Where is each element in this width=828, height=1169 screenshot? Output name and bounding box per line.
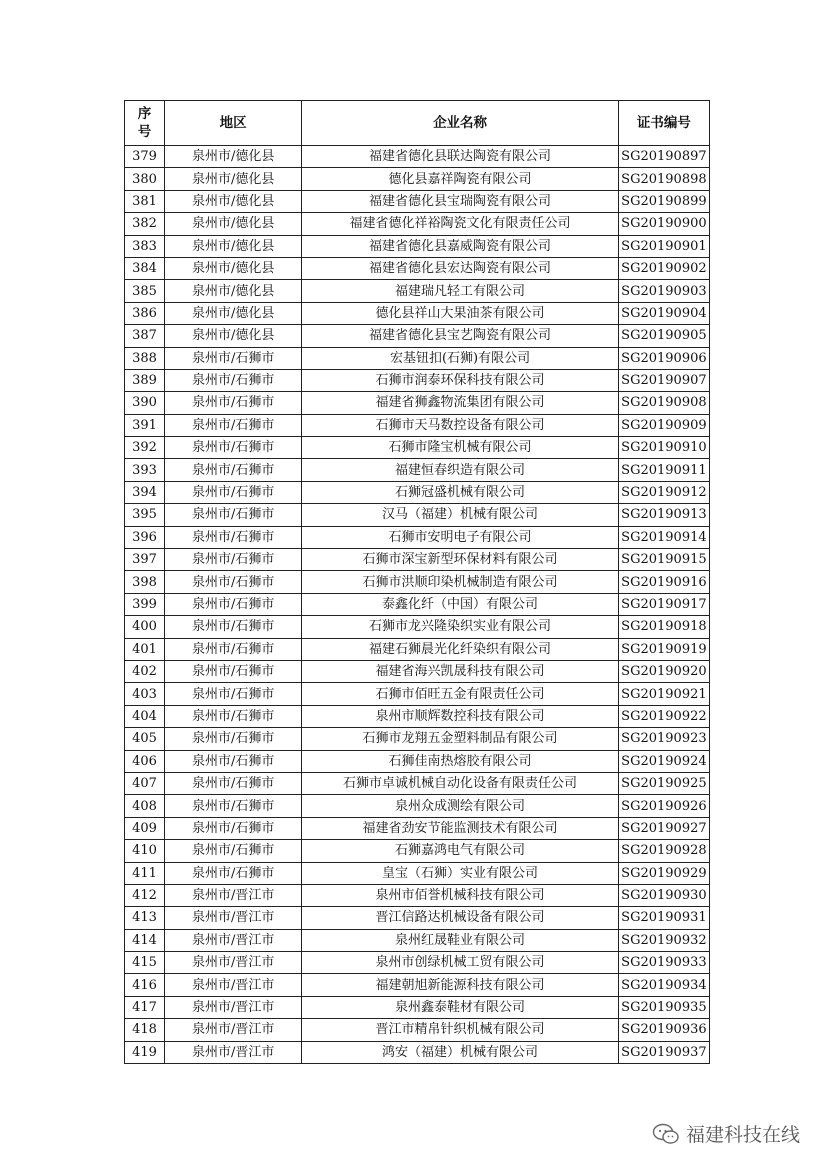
cell-no: 405 bbox=[125, 728, 165, 750]
cell-company: 石狮市天马数控设备有限公司 bbox=[302, 414, 619, 436]
cell-cert: SG20190918 bbox=[618, 616, 709, 638]
cell-company: 泉州鑫泰鞋材有限公司 bbox=[302, 996, 619, 1018]
table-row bbox=[125, 750, 710, 772]
cell-cert: SG20190933 bbox=[618, 952, 709, 974]
cell-no: 399 bbox=[125, 593, 165, 615]
cell-no: 416 bbox=[125, 974, 165, 996]
cell-cert: SG20190932 bbox=[618, 929, 709, 951]
cell-company: 石狮市龙翔五金塑料制品有限公司 bbox=[302, 728, 619, 750]
table-row bbox=[125, 728, 710, 750]
table-row bbox=[125, 840, 710, 862]
cell-company: 福建省德化县宝艺陶瓷有限公司 bbox=[302, 325, 619, 347]
cell-cert: SG20190935 bbox=[618, 996, 709, 1018]
cell-no: 419 bbox=[125, 1041, 165, 1063]
cell-cert: SG20190924 bbox=[618, 750, 709, 772]
cell-no: 398 bbox=[125, 571, 165, 593]
cell-company: 福建省德化县嘉威陶瓷有限公司 bbox=[302, 235, 619, 257]
cell-cert: SG20190898 bbox=[618, 168, 709, 190]
header-cert: 证书编号 bbox=[618, 101, 709, 146]
header-company: 企业名称 bbox=[302, 101, 619, 146]
table-row bbox=[125, 884, 710, 906]
table-row bbox=[125, 638, 710, 660]
cell-region: 泉州市/德化县 bbox=[165, 146, 302, 168]
cell-cert: SG20190901 bbox=[618, 235, 709, 257]
cell-no: 396 bbox=[125, 526, 165, 548]
table-row bbox=[125, 369, 710, 391]
table-row bbox=[125, 437, 710, 459]
table-row bbox=[125, 459, 710, 481]
cell-region: 泉州市/石狮市 bbox=[165, 414, 302, 436]
cell-company: 石狮市龙兴隆染织实业有限公司 bbox=[302, 616, 619, 638]
cell-company: 福建省劲安节能监测技术有限公司 bbox=[302, 817, 619, 839]
cell-company: 泰鑫化纤（中国）有限公司 bbox=[302, 593, 619, 615]
table-row bbox=[125, 571, 710, 593]
table-row bbox=[125, 660, 710, 682]
cell-no: 410 bbox=[125, 840, 165, 862]
cell-no: 413 bbox=[125, 907, 165, 929]
cell-no: 384 bbox=[125, 257, 165, 279]
cell-no: 418 bbox=[125, 1019, 165, 1041]
cell-company: 福建瑞凡轻工有限公司 bbox=[302, 280, 619, 302]
table-row bbox=[125, 1041, 710, 1063]
cell-region: 泉州市/石狮市 bbox=[165, 459, 302, 481]
cell-region: 泉州市/石狮市 bbox=[165, 504, 302, 526]
cell-company: 泉州市佰誉机械科技有限公司 bbox=[302, 884, 619, 906]
cell-cert: SG20190937 bbox=[618, 1041, 709, 1063]
cell-cert: SG20190914 bbox=[618, 526, 709, 548]
table-row bbox=[125, 974, 710, 996]
cell-region: 泉州市/石狮市 bbox=[165, 638, 302, 660]
cell-no: 389 bbox=[125, 369, 165, 391]
cell-region: 泉州市/德化县 bbox=[165, 190, 302, 212]
header-no-line1: 序 bbox=[137, 106, 152, 122]
cell-region: 泉州市/石狮市 bbox=[165, 593, 302, 615]
cell-no: 379 bbox=[125, 146, 165, 168]
cell-region: 泉州市/石狮市 bbox=[165, 616, 302, 638]
cell-cert: SG20190907 bbox=[618, 369, 709, 391]
cell-cert: SG20190920 bbox=[618, 660, 709, 682]
cell-company: 德化县嘉祥陶瓷有限公司 bbox=[302, 168, 619, 190]
cell-cert: SG20190905 bbox=[618, 325, 709, 347]
table-row bbox=[125, 302, 710, 324]
cell-no: 385 bbox=[125, 280, 165, 302]
cell-cert: SG20190913 bbox=[618, 504, 709, 526]
cell-no: 383 bbox=[125, 235, 165, 257]
cell-company: 石狮冠盛机械有限公司 bbox=[302, 481, 619, 503]
cell-no: 404 bbox=[125, 705, 165, 727]
table-row bbox=[125, 190, 710, 212]
table-row bbox=[125, 235, 710, 257]
cell-no: 390 bbox=[125, 392, 165, 414]
cell-company: 福建省海兴凯晟科技有限公司 bbox=[302, 660, 619, 682]
table-row bbox=[125, 168, 710, 190]
cell-no: 381 bbox=[125, 190, 165, 212]
cell-region: 泉州市/石狮市 bbox=[165, 549, 302, 571]
cell-company: 石狮市卓诚机械自动化设备有限责任公司 bbox=[302, 772, 619, 794]
cell-no: 417 bbox=[125, 996, 165, 1018]
cell-region: 泉州市/晋江市 bbox=[165, 929, 302, 951]
cell-no: 386 bbox=[125, 302, 165, 324]
cell-cert: SG20190921 bbox=[618, 683, 709, 705]
cell-cert: SG20190922 bbox=[618, 705, 709, 727]
cell-region: 泉州市/石狮市 bbox=[165, 481, 302, 503]
table-row bbox=[125, 907, 710, 929]
cell-region: 泉州市/晋江市 bbox=[165, 907, 302, 929]
header-region: 地区 bbox=[165, 101, 302, 146]
cell-company: 福建省德化县联达陶瓷有限公司 bbox=[302, 146, 619, 168]
cell-no: 382 bbox=[125, 213, 165, 235]
cell-cert: SG20190927 bbox=[618, 817, 709, 839]
table-row bbox=[125, 481, 710, 503]
cell-region: 泉州市/晋江市 bbox=[165, 952, 302, 974]
cell-company: 鸿安（福建）机械有限公司 bbox=[302, 1041, 619, 1063]
table-row bbox=[125, 705, 710, 727]
cell-company: 泉州市创绿机械工贸有限公司 bbox=[302, 952, 619, 974]
cell-no: 380 bbox=[125, 168, 165, 190]
cell-company: 石狮嘉鸿电气有限公司 bbox=[302, 840, 619, 862]
cell-company: 石狮市润泰环保科技有限公司 bbox=[302, 369, 619, 391]
header-no bbox=[125, 101, 165, 146]
cell-region: 泉州市/德化县 bbox=[165, 213, 302, 235]
cell-region: 泉州市/德化县 bbox=[165, 257, 302, 279]
cell-no: 408 bbox=[125, 795, 165, 817]
table-row bbox=[125, 414, 710, 436]
cell-region: 泉州市/石狮市 bbox=[165, 392, 302, 414]
cell-region: 泉州市/石狮市 bbox=[165, 571, 302, 593]
certificate-table bbox=[124, 100, 710, 1064]
table-row bbox=[125, 213, 710, 235]
cell-region: 泉州市/石狮市 bbox=[165, 705, 302, 727]
table-row bbox=[125, 347, 710, 369]
table-row bbox=[125, 952, 710, 974]
cell-no: 402 bbox=[125, 660, 165, 682]
table-row bbox=[125, 526, 710, 548]
cell-cert: SG20190904 bbox=[618, 302, 709, 324]
cell-no: 391 bbox=[125, 414, 165, 436]
cell-region: 泉州市/德化县 bbox=[165, 325, 302, 347]
cell-region: 泉州市/德化县 bbox=[165, 280, 302, 302]
cell-cert: SG20190908 bbox=[618, 392, 709, 414]
table-row bbox=[125, 1019, 710, 1041]
cell-company: 石狮佳南热熔胶有限公司 bbox=[302, 750, 619, 772]
table-body bbox=[125, 146, 710, 1064]
table-row bbox=[125, 817, 710, 839]
cell-no: 388 bbox=[125, 347, 165, 369]
cell-cert: SG20190903 bbox=[618, 280, 709, 302]
cell-cert: SG20190916 bbox=[618, 571, 709, 593]
table-row bbox=[125, 257, 710, 279]
cell-cert: SG20190915 bbox=[618, 549, 709, 571]
table-row bbox=[125, 504, 710, 526]
table-row bbox=[125, 772, 710, 794]
cell-company: 晋江市精帛针织机械有限公司 bbox=[302, 1019, 619, 1041]
cell-no: 400 bbox=[125, 616, 165, 638]
cell-company: 石狮市深宝新型环保材料有限公司 bbox=[302, 549, 619, 571]
cell-no: 415 bbox=[125, 952, 165, 974]
table-header bbox=[125, 101, 710, 146]
table-row bbox=[125, 929, 710, 951]
table-row bbox=[125, 683, 710, 705]
cell-region: 泉州市/石狮市 bbox=[165, 369, 302, 391]
cell-region: 泉州市/石狮市 bbox=[165, 683, 302, 705]
cell-company: 福建朝旭新能源科技有限公司 bbox=[302, 974, 619, 996]
cell-region: 泉州市/晋江市 bbox=[165, 974, 302, 996]
cell-company: 泉州红晟鞋业有限公司 bbox=[302, 929, 619, 951]
cell-cert: SG20190925 bbox=[618, 772, 709, 794]
cell-cert: SG20190912 bbox=[618, 481, 709, 503]
wechat-icon bbox=[652, 1123, 680, 1145]
cell-no: 393 bbox=[125, 459, 165, 481]
cell-company: 石狮市佰旺五金有限责任公司 bbox=[302, 683, 619, 705]
cell-no: 392 bbox=[125, 437, 165, 459]
cell-company: 石狮市安明电子有限公司 bbox=[302, 526, 619, 548]
header-row bbox=[125, 101, 710, 146]
cell-company: 福建石狮晨光化纤染织有限公司 bbox=[302, 638, 619, 660]
cell-cert: SG20190899 bbox=[618, 190, 709, 212]
cell-company: 晋江信路达机械设备有限公司 bbox=[302, 907, 619, 929]
cell-region: 泉州市/石狮市 bbox=[165, 526, 302, 548]
cell-no: 401 bbox=[125, 638, 165, 660]
table-row bbox=[125, 593, 710, 615]
cell-company: 泉州市顺辉数控科技有限公司 bbox=[302, 705, 619, 727]
cell-company: 石狮市洪顺印染机械制造有限公司 bbox=[302, 571, 619, 593]
cell-region: 泉州市/石狮市 bbox=[165, 795, 302, 817]
table-row bbox=[125, 616, 710, 638]
table-row bbox=[125, 392, 710, 414]
cell-cert: SG20190897 bbox=[618, 146, 709, 168]
cell-company: 福建省狮鑫物流集团有限公司 bbox=[302, 392, 619, 414]
cell-cert: SG20190926 bbox=[618, 795, 709, 817]
watermark bbox=[652, 1120, 800, 1147]
cell-company: 福建省德化县宏达陶瓷有限公司 bbox=[302, 257, 619, 279]
cell-region: 泉州市/石狮市 bbox=[165, 840, 302, 862]
cell-cert: SG20190909 bbox=[618, 414, 709, 436]
table-row bbox=[125, 280, 710, 302]
cell-company: 德化县祥山大果油茶有限公司 bbox=[302, 302, 619, 324]
cell-no: 411 bbox=[125, 862, 165, 884]
cell-region: 泉州市/石狮市 bbox=[165, 750, 302, 772]
cell-cert: SG20190923 bbox=[618, 728, 709, 750]
cell-cert: SG20190936 bbox=[618, 1019, 709, 1041]
cell-region: 泉州市/晋江市 bbox=[165, 884, 302, 906]
cell-company: 福建恒春织造有限公司 bbox=[302, 459, 619, 481]
watermark-text: 福建科技在线 bbox=[685, 1124, 800, 1146]
table-row bbox=[125, 146, 710, 168]
cell-region: 泉州市/晋江市 bbox=[165, 1019, 302, 1041]
table-row bbox=[125, 325, 710, 347]
cell-cert: SG20190917 bbox=[618, 593, 709, 615]
cell-cert: SG20190934 bbox=[618, 974, 709, 996]
cell-region: 泉州市/晋江市 bbox=[165, 996, 302, 1018]
cell-region: 泉州市/石狮市 bbox=[165, 728, 302, 750]
cell-company: 泉州众成测绘有限公司 bbox=[302, 795, 619, 817]
table-row bbox=[125, 996, 710, 1018]
cell-region: 泉州市/石狮市 bbox=[165, 772, 302, 794]
cell-region: 泉州市/石狮市 bbox=[165, 347, 302, 369]
cell-region: 泉州市/石狮市 bbox=[165, 817, 302, 839]
cell-no: 403 bbox=[125, 683, 165, 705]
table-row bbox=[125, 862, 710, 884]
cell-cert: SG20190919 bbox=[618, 638, 709, 660]
cell-company: 皇宝（石狮）实业有限公司 bbox=[302, 862, 619, 884]
cell-no: 397 bbox=[125, 549, 165, 571]
cell-company: 福建省德化县宝瑞陶瓷有限公司 bbox=[302, 190, 619, 212]
cell-no: 406 bbox=[125, 750, 165, 772]
header-no-line2: 号 bbox=[137, 124, 152, 140]
cell-region: 泉州市/德化县 bbox=[165, 168, 302, 190]
cell-region: 泉州市/石狮市 bbox=[165, 437, 302, 459]
cell-cert: SG20190930 bbox=[618, 884, 709, 906]
table-row bbox=[125, 549, 710, 571]
cell-company: 福建省德化祥裕陶瓷文化有限责任公司 bbox=[302, 213, 619, 235]
cell-region: 泉州市/德化县 bbox=[165, 235, 302, 257]
cell-no: 407 bbox=[125, 772, 165, 794]
cell-region: 泉州市/晋江市 bbox=[165, 1041, 302, 1063]
cell-no: 387 bbox=[125, 325, 165, 347]
cell-company: 汉马（福建）机械有限公司 bbox=[302, 504, 619, 526]
cell-cert: SG20190911 bbox=[618, 459, 709, 481]
cell-cert: SG20190910 bbox=[618, 437, 709, 459]
cell-cert: SG20190902 bbox=[618, 257, 709, 279]
cell-no: 414 bbox=[125, 929, 165, 951]
table-row bbox=[125, 795, 710, 817]
cell-region: 泉州市/石狮市 bbox=[165, 862, 302, 884]
cell-cert: SG20190928 bbox=[618, 840, 709, 862]
cell-no: 409 bbox=[125, 817, 165, 839]
cell-no: 412 bbox=[125, 884, 165, 906]
cell-no: 395 bbox=[125, 504, 165, 526]
cell-cert: SG20190900 bbox=[618, 213, 709, 235]
cell-region: 泉州市/石狮市 bbox=[165, 660, 302, 682]
cell-company: 宏基钮扣(石狮)有限公司 bbox=[302, 347, 619, 369]
cell-cert: SG20190906 bbox=[618, 347, 709, 369]
cell-no: 394 bbox=[125, 481, 165, 503]
cell-region: 泉州市/德化县 bbox=[165, 302, 302, 324]
cell-cert: SG20190931 bbox=[618, 907, 709, 929]
cell-company: 石狮市隆宝机械有限公司 bbox=[302, 437, 619, 459]
cell-cert: SG20190929 bbox=[618, 862, 709, 884]
